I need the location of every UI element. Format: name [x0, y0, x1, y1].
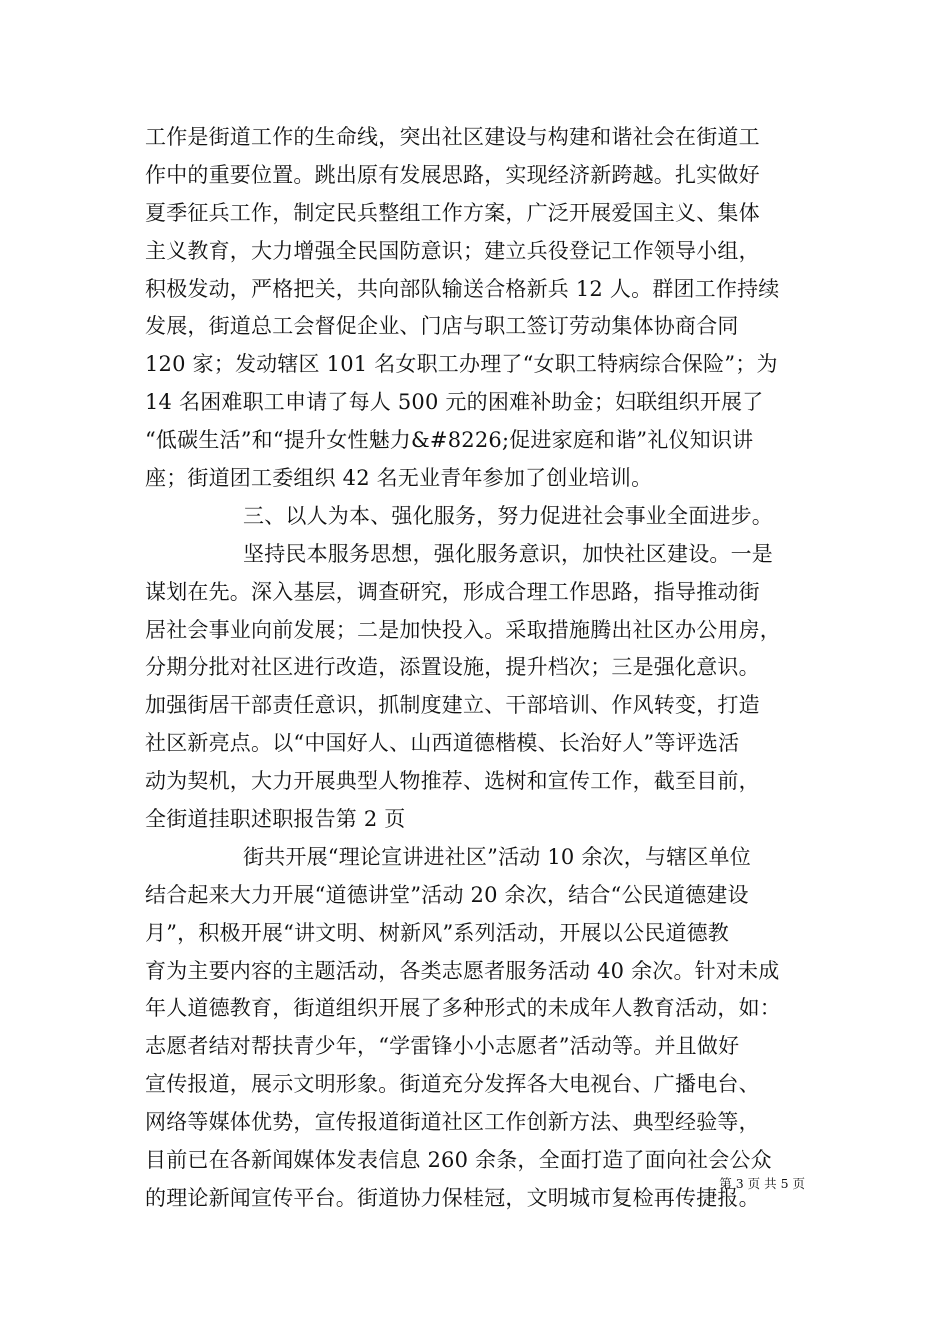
- text-line: 社区新亮点。以“中国好人、山西道德楷模、长治好人”等评选活: [145, 731, 740, 756]
- text-line: 分期分批对社区进行改造，添置设施，提升档次；三是强化意识。: [145, 655, 760, 680]
- text-line: 发展，街道总工会督促企业、门店与职工签订劳动集体协商合同: [145, 314, 739, 339]
- text-line: 座；街道团工委组织 42 名无业青年参加了创业培训。: [145, 466, 653, 491]
- text-line: 工作是街道工作的生命线，突出社区建设与构建和谐社会在街道工: [145, 125, 760, 149]
- text-line: 120 家；发动辖区 101 名女职工办理了“女职工特病综合保险”；为: [145, 352, 778, 377]
- text-line: 14 名困难职工申请了每人 500 元的困难补助金；妇联组织开展了: [145, 390, 764, 415]
- page-footer: 第 3 页 共 5 页: [719, 1176, 805, 1191]
- text-line: 网络等媒体优势，宣传报道街道社区工作创新方法、典型经验等，: [145, 1110, 760, 1135]
- text-line: 的理论新闻宣传平台。街道协力保桂冠，文明城市复检再传捷报。: [145, 1185, 760, 1210]
- text-line: 积极发动，严格把关，共向部队输送合格新兵 12 人。群团工作持续: [145, 276, 780, 301]
- text-line: 居社会事业向前发展；二是加快投入。采取措施腾出社区办公用房，: [145, 617, 781, 642]
- text-line: 志愿者结对帮扶青少年，“学雷锋小小志愿者”活动等。并且做好: [145, 1034, 740, 1059]
- text-line: 结合起来大力开展“道德讲堂”活动 20 余次，结合“公民道德建设: [145, 882, 749, 907]
- text-line: 作中的重要位置。跳出原有发展思路，实现经济新跨越。扎实做好: [145, 162, 760, 187]
- text-line: 夏季征兵工作，制定民兵整组工作方案，广泛开展爱国主义、集体: [145, 200, 760, 225]
- page-marker-line: 全街道挂职述职报告第 2 页: [145, 807, 406, 832]
- text-line: 年人道德教育，街道组织开展了多种形式的未成年人教育活动，如：: [145, 996, 781, 1021]
- document-body: [145, 119, 825, 1218]
- text-line: 目前已在各新闻媒体发表信息 260 余条，全面打造了面向社会公众: [145, 1148, 772, 1173]
- paragraph-start: 坚持民本服务思想，强化服务意识，加快社区建设。一是: [243, 541, 773, 566]
- text-line: 谋划在先。深入基层，调查研究，形成合理工作思路，指导推动街: [145, 579, 760, 604]
- text-line: 月”，积极开展“讲文明、树新风”系列活动，开展以公民道德教: [145, 920, 730, 945]
- text-line: 主义教育，大力增强全民国防意识；建立兵役登记工作领导小组，: [145, 238, 760, 263]
- text-line: 宣传报道，展示文明形象。街道充分发挥各大电视台、广播电台、: [145, 1072, 760, 1097]
- text-line: 加强街居干部责任意识，抓制度建立、干部培训、作风转变，打造: [145, 693, 760, 718]
- text-line: 育为主要内容的主题活动，各类志愿者服务活动 40 余次。针对未成: [145, 958, 780, 983]
- text-line: 动为契机，大力开展典型人物推荐、选树和宣传工作，截至目前，: [145, 769, 760, 794]
- text-line: “低碳生活”和“提升女性魅力&#8226;促进家庭和谐”礼仪知识讲: [145, 428, 754, 453]
- section-heading: 三、以人为本、强化服务，努力促进社会事业全面进步。: [243, 503, 773, 528]
- paragraph-start: 街共开展“理论宣讲进社区”活动 10 余次，与辖区单位: [243, 844, 751, 869]
